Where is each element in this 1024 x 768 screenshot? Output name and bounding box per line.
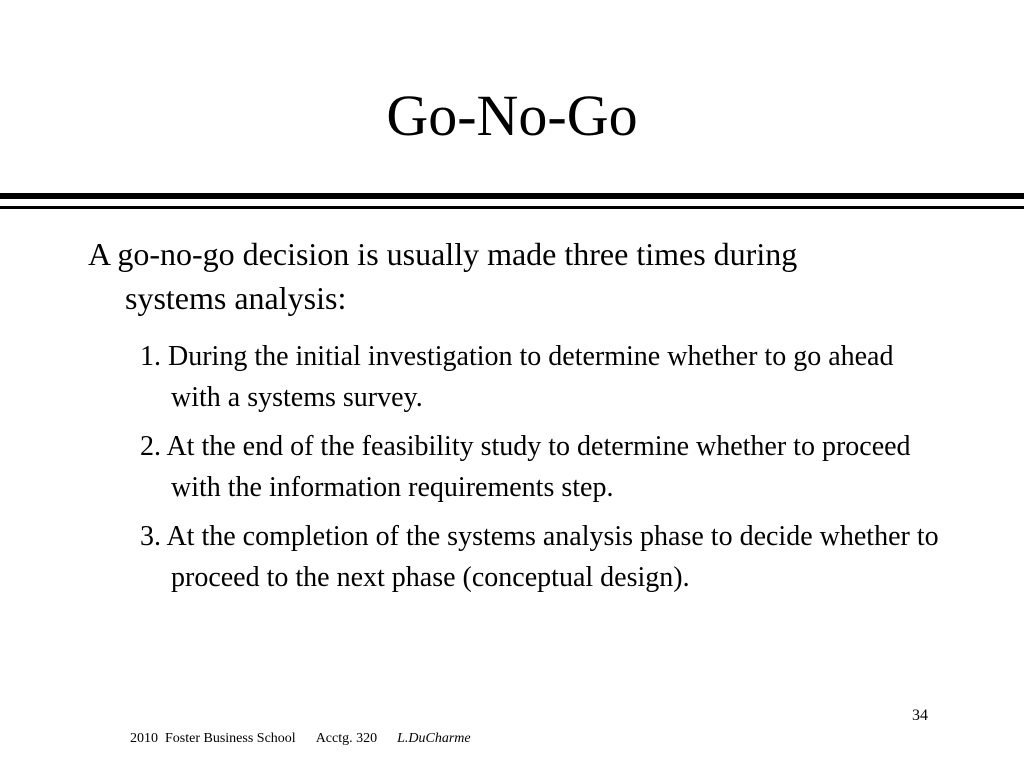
list-item: 3. At the completion of the systems analysis phase to decide whether to proceed to the next phase (conceptual design). (140, 521, 939, 593)
list-item: 2. At the end of the feasibility study to determine whether to proceed with the information requirements step. (140, 431, 911, 503)
decision-points-list (140, 336, 950, 606)
page-number: 34 (912, 707, 928, 724)
intro-paragraph: A go-no-go decision is usually made three times during systems analysis: (88, 236, 798, 316)
slide-footer (130, 730, 471, 748)
title-divider-thin (0, 206, 1024, 209)
slide-title: Go-No-Go (386, 83, 638, 148)
footer-course: Acctg. 320 (315, 731, 378, 746)
footer-school: 2010 Foster Business School (130, 731, 296, 746)
footer-author: L.DuCharme (397, 731, 471, 746)
slide-body (88, 232, 888, 320)
title-divider-thick (0, 193, 1024, 199)
list-item: 1. During the initial investigation to determine whether to go ahead with a systems survey. (140, 341, 894, 413)
